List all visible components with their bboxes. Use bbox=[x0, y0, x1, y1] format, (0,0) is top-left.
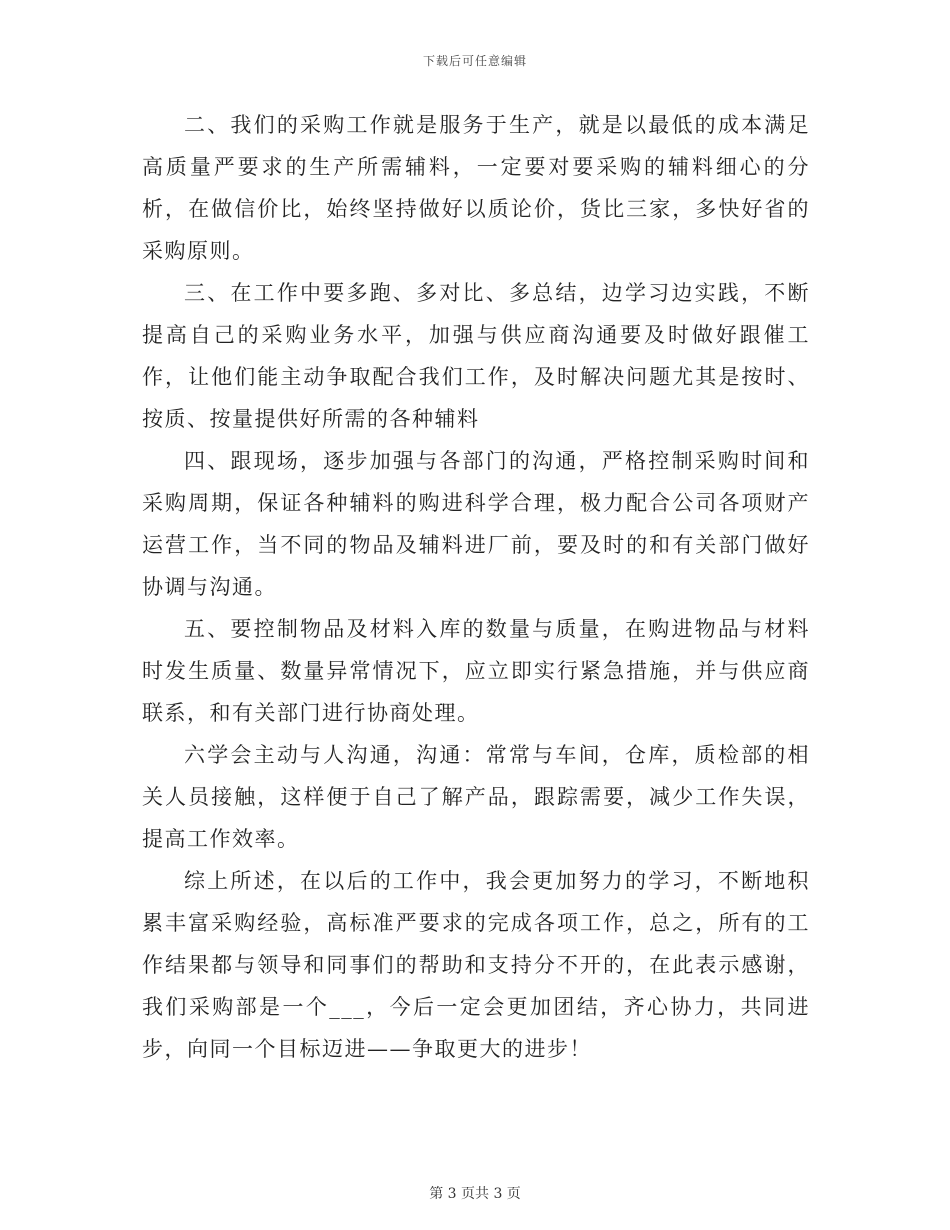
paragraph-2: 二、我们的采购工作就是服务于生产，就是以最低的成本满足高质量严要求的生产所需辅料，一定要对要采购的辅料细心的分析，在做信价比，始终坚持做好以质论价，货比三家，多快好省的采购原则。 bbox=[142, 113, 810, 263]
paragraph-5: 五、要控制物品及材料入库的数量与质量，在购进物品与材料时发生质量、数量异常情况下，应立即实行紧急措施，并与供应商联系，和有关部门进行协商处理。 bbox=[142, 617, 810, 725]
paragraph-6: 六学会主动与人沟通，沟通：常常与车间，仓库，质检部的相关人员接触，这样便于自己了解产品，跟踪需要，减少工作失误，提高工作效率。 bbox=[142, 743, 810, 851]
paragraph-3: 三、在工作中要多跑、多对比、多总结，边学习边实践，不断提高自己的采购业务水平，加强与供应商沟通要及时做好跟催工作，让他们能主动争取配合我们工作，及时解决问题尤其是按时、按质、按量提供好所需的各种辅料 bbox=[142, 281, 810, 431]
page-number: 第 3 页共 3 页 bbox=[429, 1186, 521, 1202]
document-body bbox=[142, 104, 810, 1070]
paragraph-4: 四、跟现场，逐步加强与各部门的沟通，严格控制采购时间和采购周期，保证各种辅料的购进科学合理，极力配合公司各项财产运营工作，当不同的物品及辅料进厂前，要及时的和有关部门做好协调与沟通。 bbox=[142, 449, 810, 599]
paragraph-summary: 综上所述，在以后的工作中，我会更加努力的学习，不断地积累丰富采购经验，高标准严要求的完成各项工作，总之，所有的工作结果都与领导和同事们的帮助和支持分不开的，在此表示感谢，我们采购部是一个___，今后一定会更加团结，齐心协力，共同进步，向同一个目标迈进——争取更大的进步！ bbox=[142, 869, 810, 1061]
page-header-note: 下载后可任意编辑 bbox=[422, 54, 527, 68]
